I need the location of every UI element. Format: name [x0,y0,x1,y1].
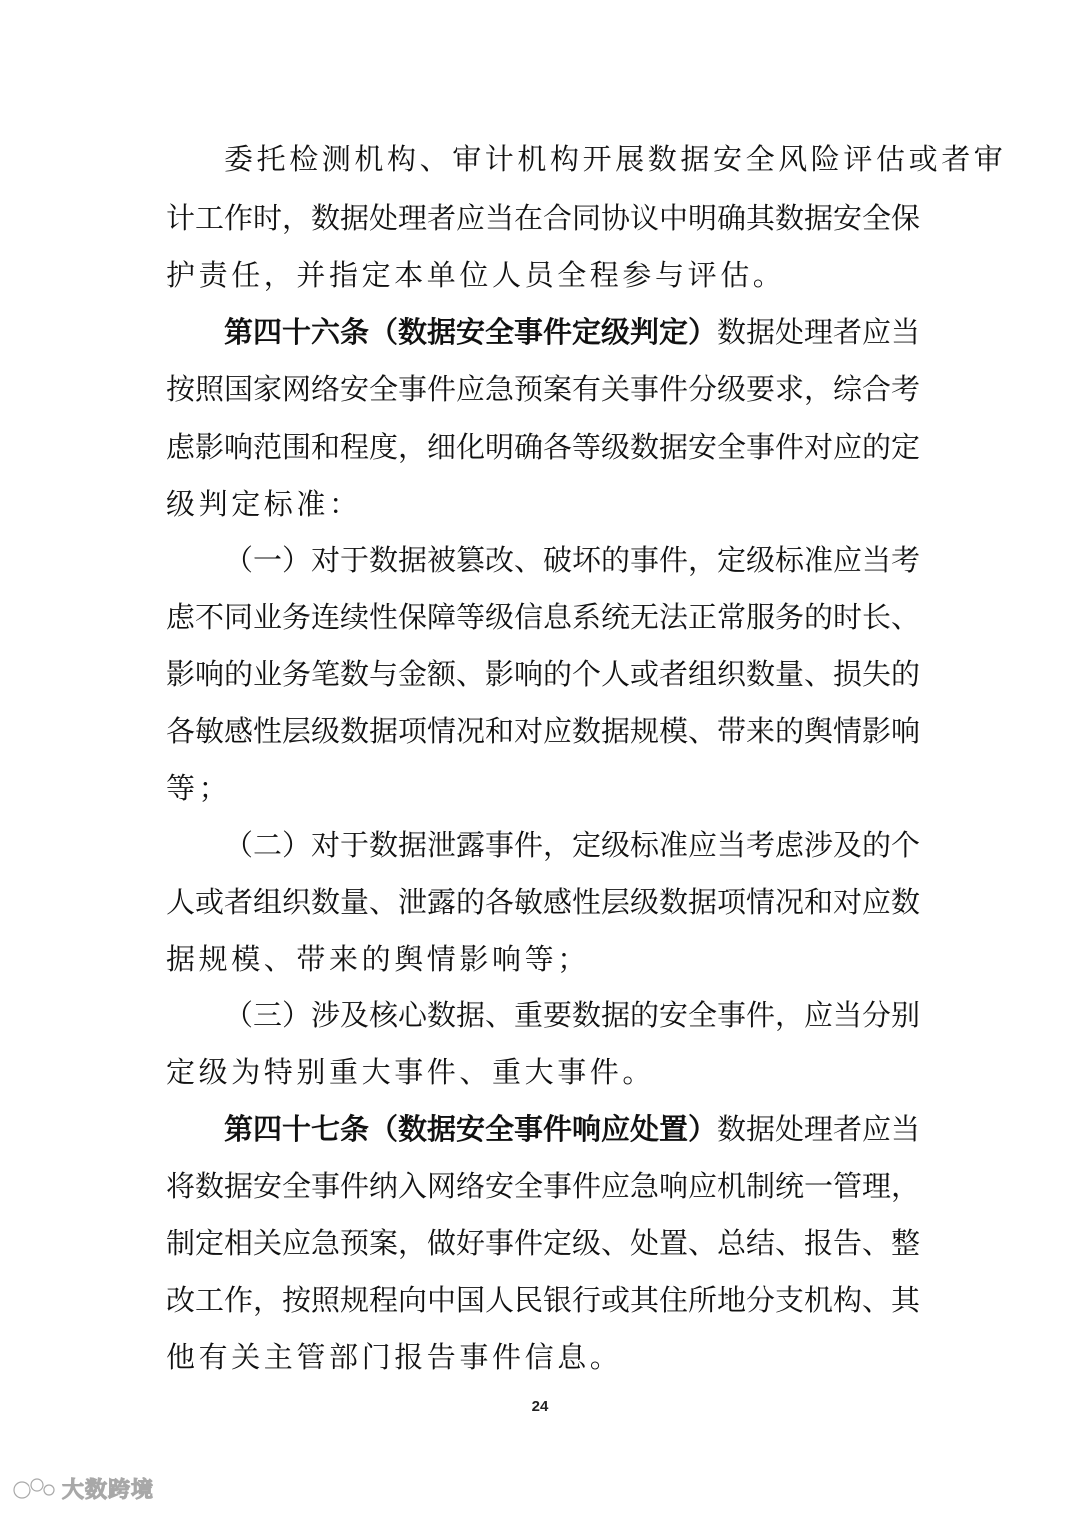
paragraph-line: 影响的业务笔数与金额、影响的个人或者组织数量、损失的 [166,657,921,691]
paragraph-line: 制定相关应急预案，做好事件定级、处置、总结、报告、整 [166,1226,921,1260]
brand-logo-icon [12,1473,58,1503]
paragraph-line: 按照国家网络安全事件应急预案有关事件分级要求，综合考 [166,372,921,406]
paragraph-line: 将数据安全事件纳入网络安全事件应急响应机制统一管理， [166,1169,921,1203]
paragraph-line: 数据处理者应当 [717,315,921,349]
page-number: 24 [531,1398,549,1415]
paragraph-line: 改工作，按照规程向中国人民银行或其住所地分支机构、其 [166,1283,921,1317]
paragraph-line: 级判定标准： [166,487,362,521]
paragraph-line: 等； [166,771,232,805]
article-47-first-line [224,1109,921,1149]
paragraph-line: 据规模、带来的舆情影响等； [166,942,590,976]
paragraph-line: 他有关主管部门报告事件信息。 [166,1340,623,1374]
paragraph-line: （二）对于数据泄露事件，定级标准应当考虑涉及的个 [224,828,921,862]
watermark-text: 大数跨境 [62,1477,155,1503]
article-47-heading: 第四十七条（数据安全事件响应处置） [224,1112,718,1146]
paragraph-line: 各敏感性层级数据项情况和对应数据规模、带来的舆情影响 [166,714,921,748]
article-46-heading: 第四十六条（数据安全事件定级判定） [224,315,718,349]
paragraph-line: 虑不同业务连续性保障等级信息系统无法正常服务的时长、 [166,600,921,634]
paragraph-line: 护责任，并指定本单位人员全程参与评估。 [166,258,786,292]
paragraph-line: 数据处理者应当 [717,1112,921,1146]
paragraph-line: （一）对于数据被篡改、破坏的事件，定级标准应当考 [224,543,921,577]
paragraph-line: 定级为特别重大事件、重大事件。 [166,1055,656,1089]
paragraph-line: （三）涉及核心数据、重要数据的安全事件，应当分别 [224,998,921,1032]
paragraph-line: 委托检测机构、审计机构开展数据安全风险评估或者审 [224,142,1007,176]
article-46-first-line [224,312,921,352]
paragraph-line: 人或者组织数量、泄露的各敏感性层级数据项情况和对应数 [166,885,921,919]
watermark [12,1470,154,1506]
paragraph-line: 计工作时，数据处理者应当在合同协议中明确其数据安全保 [166,201,921,235]
paragraph-line: 虑影响范围和程度，细化明确各等级数据安全事件对应的定 [166,430,921,464]
